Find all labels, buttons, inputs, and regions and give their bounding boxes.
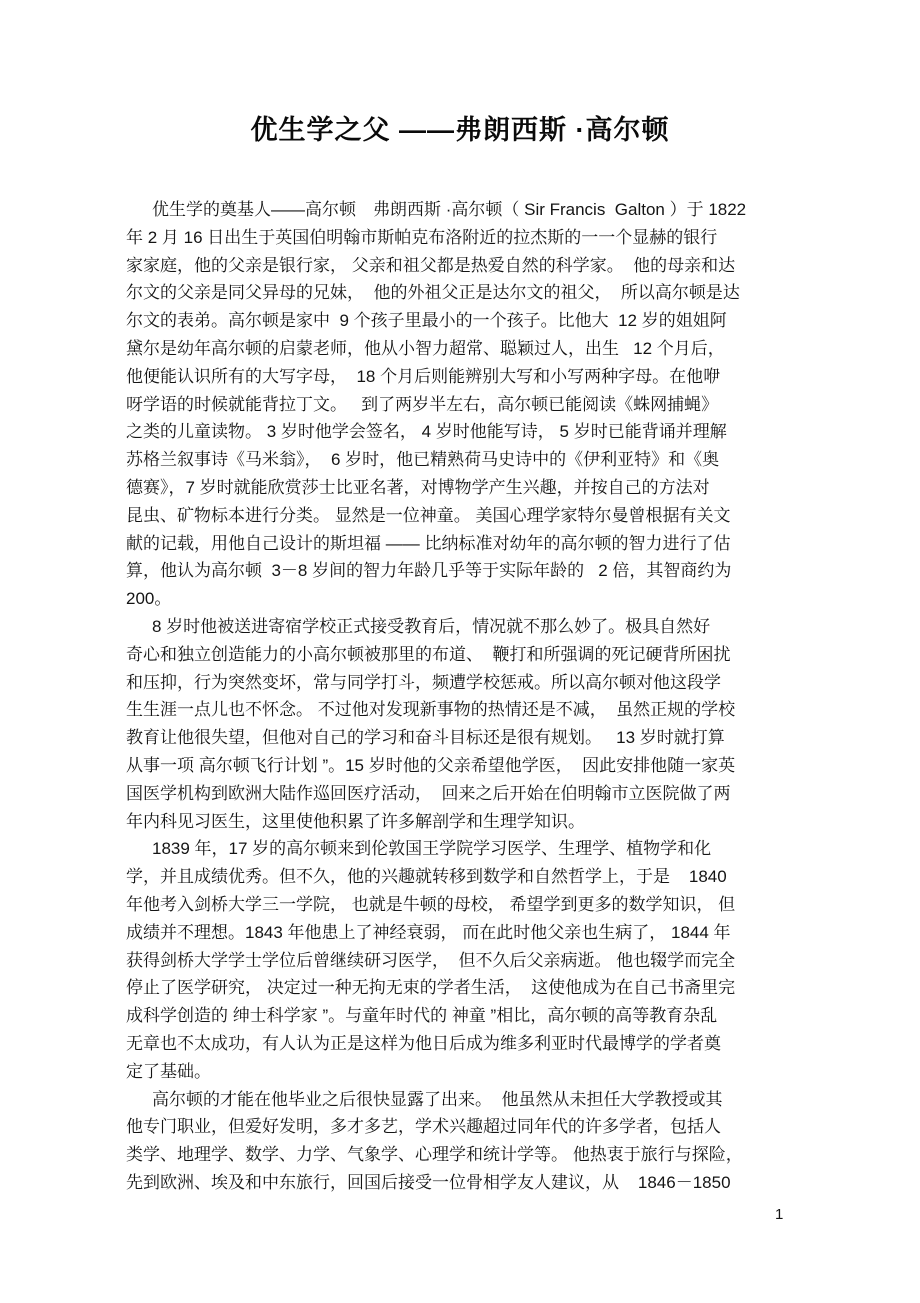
text-line: 和压抑，行为突然变坏，常与同学打斗，频遭学校惩戒。所以高尔顿对他这段学 bbox=[126, 672, 721, 692]
text-line: 家家庭，他的父亲是银行家， 父亲和祖父都是热爱自然的科学家。 他的母亲和达 bbox=[126, 255, 736, 275]
text-line: 苏格兰叙事诗《马米翁》， 6 岁时，他已精熟荷马史诗中的《伊利亚特》和《奥 bbox=[126, 450, 720, 470]
paragraph bbox=[126, 613, 794, 835]
text-line: 成绩并不理想。1843 年他患上了神经衰弱， 而在此时他父亲也生病了， 1844 年 bbox=[126, 922, 731, 942]
text-line: 黛尔是幼年高尔顿的启蒙老师，他从小智力超常、聪颖过人，出生 12 个月后， bbox=[126, 338, 725, 358]
text-line: 昆虫、矿物标本进行分类。 显然是一位神童。 美国心理学家特尔曼曾根据有关文 bbox=[126, 505, 731, 525]
text-line: 国医学机构到欧洲大陆作巡回医疗活动， 回来之后开始在伯明翰市立医院做了两 bbox=[126, 783, 731, 803]
paragraph bbox=[126, 196, 794, 613]
text-line: 德赛》，7 岁时就能欣赏莎士比亚名著，对博物学产生兴趣，并按自己的方法对 bbox=[126, 477, 710, 497]
text-line: 定了基础。 bbox=[126, 1061, 211, 1081]
text-line: 1839 年，17 岁的高尔顿来到伦敦国王学院学习医学、生理学、植物学和化 bbox=[152, 839, 712, 859]
text-line: 类学、地理学、数学、力学、气象学、心理学和统计学等。 他热衷于旅行与探险， bbox=[126, 1145, 743, 1165]
document-title: 优生学之父 ——弗朗西斯 ·高尔顿 bbox=[250, 115, 670, 145]
text-line: 8 岁时他被送进寄宿学校正式接受教育后，情况就不那么妙了。极具自然好 bbox=[152, 616, 711, 636]
text-line: 他专门职业，但爱好发明，多才多艺，学术兴趣超过同年代的许多学者，包括人 bbox=[126, 1117, 721, 1137]
text-line: 年内科见习医生，这里使他积累了许多解剖学和生理学知识。 bbox=[126, 811, 585, 831]
page-number: 1 bbox=[775, 1206, 784, 1223]
text-line: 从事一项 高尔顿飞行计划 ”。15 岁时他的父亲希望他学医， 因此安排他随一家英 bbox=[126, 755, 736, 775]
text-line: 之类的儿童读物。 3 岁时他学会签名， 4 岁时他能写诗， 5 岁时已能背诵并理解 bbox=[126, 422, 727, 442]
text-line: 200。 bbox=[126, 589, 172, 609]
text-line: 算，他认为高尔顿 3－8 岁间的智力年龄几乎等于实际年龄的 2 倍，其智商约为 bbox=[126, 561, 732, 581]
text-line: 高尔顿的才能在他毕业之后很快显露了出来。 他虽然从未担任大学教授或其 bbox=[152, 1089, 723, 1109]
text-line: 学，并且成绩优秀。但不久，他的兴趣就转移到数学和自然哲学上，于是 1840 bbox=[126, 867, 727, 887]
text-line: 无章也不太成功，有人认为正是这样为他日后成为维多利亚时代最博学的学者奠 bbox=[126, 1033, 721, 1053]
text-line: 生生涯一点儿也不怀念。 不过他对发现新事物的热情还是不减， 虽然正规的学校 bbox=[126, 700, 736, 720]
text-line: 停止了医学研究， 决定过一种无拘无束的学者生活， 这使他成为在自己书斋里完 bbox=[126, 978, 736, 998]
document-body bbox=[126, 196, 794, 1197]
text-line: 呀学语的时候就能背拉丁文。 到了两岁半左右，高尔顿已能阅读《蛛网捕蝇》 bbox=[126, 394, 719, 414]
text-line: 先到欧洲、埃及和中东旅行，回国后接受一位骨相学友人建议，从 1846－1850 bbox=[126, 1172, 731, 1192]
text-line: 尔文的表弟。高尔顿是家中 9 个孩子里最小的一个孩子。比他大 12 岁的姐姐阿 bbox=[126, 311, 727, 331]
text-line: 献的记载，用他自己设计的斯坦福 —— 比纳标准对幼年的高尔顿的智力进行了估 bbox=[126, 533, 731, 553]
text-line: 年 2 月 16 日出生于英国伯明翰市斯帕克布洛附近的拉杰斯的一一个显赫的银行 bbox=[126, 227, 718, 247]
text-line: 教育让他很失望，但他对自己的学习和奋斗目标还是很有规划。 13 岁时就打算 bbox=[126, 728, 725, 748]
text-line: 获得剑桥大学学士学位后曾继续研习医学， 但不久后父亲病逝。 他也辍学而完全 bbox=[126, 950, 736, 970]
paragraph bbox=[126, 1086, 794, 1197]
text-line: 成科学创造的 绅士科学家 ”。与童年时代的 神童 ”相比，高尔顿的高等教育杂乱 bbox=[126, 1006, 718, 1026]
text-line: 年他考入剑桥大学三一学院， 也就是牛顿的母校， 希望学到更多的数学知识， 但 bbox=[126, 894, 736, 914]
text-line: 奇心和独立创造能力的小高尔顿被那里的布道、 鞭打和所强调的死记硬背所困扰 bbox=[126, 644, 731, 664]
paragraph bbox=[126, 835, 794, 1085]
text-line: 尔文的父亲是同父异母的兄妹， 他的外祖父正是达尔文的祖父， 所以高尔顿是达 bbox=[126, 283, 740, 303]
text-line: 优生学的奠基人——高尔顿 弗朗西斯 ·高尔顿（ Sir Francis Galton ）于 1822 bbox=[152, 200, 747, 219]
text-line: 他便能认识所有的大写字母， 18 个月后则能辨别大写和小写两种字母。在他咿 bbox=[126, 366, 721, 386]
